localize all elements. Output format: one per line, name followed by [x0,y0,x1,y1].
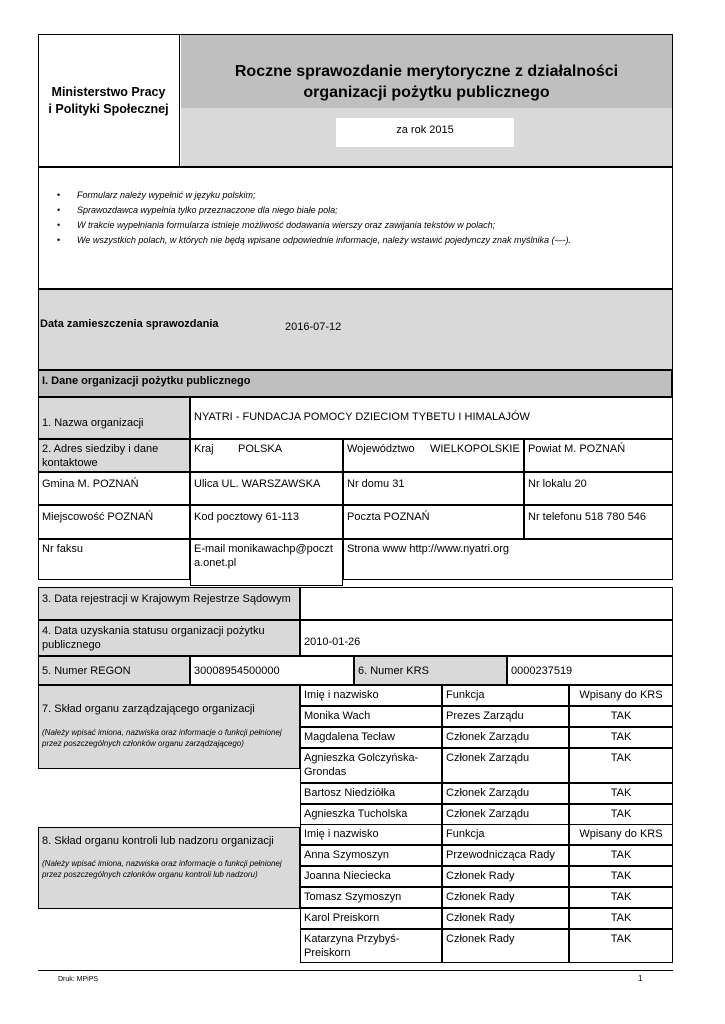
instructions-list [39,188,672,248]
board-row-krs[interactable]: TAK [569,727,673,748]
publication-date-label: Data zamieszczenia sprawozdania [40,318,219,330]
board-row-name[interactable]: Agnieszka Tucholska [300,804,442,825]
board-row-krs[interactable]: TAK [569,706,673,727]
ministry-line1: Ministerstwo Pracy [51,84,166,99]
municipality-field[interactable]: Gmina M. POZNAŃ [38,472,190,505]
supervision-label: 8. Skład organu kontroli lub nadzoru organizacji [42,835,274,847]
voivodeship-field[interactable]: Województwo WIELKOPOLSKIE [343,439,524,472]
board-label-box [38,685,300,769]
supervision-row-name[interactable]: Katarzyna Przybyś-Preiskorn [300,929,442,963]
supervision-label-box [38,827,300,909]
board-note: (Należy wpisać imiona, nazwiska oraz informacje o funkcji pełnionej przez poszczególnych członków organu zarządzającego) [42,728,282,748]
org-name-label: 1. Nazwa organizacji [38,397,190,439]
supervision-row-name[interactable]: Anna Szymoszyn [300,845,442,866]
supervision-row-krs[interactable]: TAK [569,845,673,866]
board-header-krs: Wpisany do KRS [569,685,673,706]
opp-status-value[interactable]: 2010-01-26 [300,620,673,656]
supervision-row-krs[interactable]: TAK [569,887,673,908]
board-row-krs[interactable]: TAK [569,783,673,804]
supervision-row-name[interactable]: Karol Preiskorn [300,908,442,929]
footer-print-label: Druk: MPiPS [58,976,99,983]
board-row-function[interactable]: Prezes Zarządu [442,706,569,727]
supervision-header-function: Funkcja [442,824,569,845]
board-row-name[interactable]: Magdalena Tecław [300,727,442,748]
regon-label: 5. Numer REGON [38,656,190,685]
post-office-field[interactable]: Poczta POZNAŃ [343,505,524,539]
postal-code-field[interactable]: Kod pocztowy 61-113 [190,505,343,539]
phone-field[interactable]: Nr telefonu 518 780 546 [524,505,673,539]
supervision-row-function[interactable]: Członek Rady [442,908,569,929]
board-row-krs[interactable]: TAK [569,804,673,825]
board-row-function[interactable]: Członek Zarządu [442,727,569,748]
apartment-number-field[interactable]: Nr lokalu 20 [524,472,673,505]
regon-value[interactable]: 30008954500000 [190,656,354,685]
email-field[interactable]: E-mail monikawachp@poczta.onet.pl [190,539,343,586]
supervision-header-name: Imię i nazwisko [300,824,442,845]
form-title-line1: Roczne sprawozdanie merytoryczne z działalności [234,63,619,80]
county-field[interactable]: Powiat M. POZNAŃ [524,439,673,472]
board-row-function[interactable]: Członek Zarządu [442,783,569,804]
krs-number-value[interactable]: 0000237519 [507,656,673,685]
board-row-name[interactable]: Monika Wach [300,706,442,727]
instruction-item: • Sprawozdawca wypełnia tylko przeznaczone dla niego białe pola; [39,203,672,218]
city-field[interactable]: Miejscowość POZNAŃ [38,505,190,539]
section1-title: I. Dane organizacji pożytku publicznego [38,370,673,397]
instructions-box [38,167,673,289]
title-band [181,35,672,108]
supervision-row-krs[interactable]: TAK [569,908,673,929]
page-number: 1 [638,974,643,983]
instruction-item: • Formularz należy wypełnić w języku polskim; [39,188,672,203]
ministry-box [38,34,180,167]
supervision-header-krs: Wpisany do KRS [569,824,673,845]
board-row-function[interactable]: Członek Zarządu [442,804,569,825]
krs-number-label: 6. Numer KRS [354,656,507,685]
address-label: 2. Adres siedziby i dane kontaktowe [38,439,190,472]
ministry-line2: i Polityki Społecznej [48,101,169,116]
footer-rule [38,970,673,971]
supervision-row-krs[interactable]: TAK [569,929,673,963]
board-row-name[interactable]: Agnieszka Golczyńska-Grondas [300,748,442,783]
report-year-field[interactable]: za rok 2015 [336,118,514,147]
form-title-line2: organizacji pożytku publicznego [303,84,550,101]
country-field[interactable]: Kraj POLSKA [190,439,343,472]
supervision-row-name[interactable]: Joanna Nieciecka [300,866,442,887]
org-name-value[interactable]: NYATRI - FUNDACJA POMOCY DZIECIOM TYBETU I HIMALAJÓW [190,397,673,439]
instruction-item: • We wszystkich polach, w których nie będą wpisane odpowiednie informacje, należy wstawić pojedynczy znak myślnika (-–-). [39,233,672,248]
board-row-function[interactable]: Członek Zarządu [442,748,569,783]
krs-registration-value[interactable] [300,587,673,620]
board-row-krs[interactable]: TAK [569,748,673,783]
supervision-row-name[interactable]: Tomasz Szymoszyn [300,887,442,908]
house-number-field[interactable]: Nr domu 31 [343,472,524,505]
board-header-function: Funkcja [442,685,569,706]
street-field[interactable]: Ulica UL. WARSZAWSKA [190,472,343,505]
website-field[interactable]: Strona www http://www.nyatri.org [343,539,673,580]
supervision-row-function[interactable]: Członek Rady [442,887,569,908]
supervision-row-krs[interactable]: TAK [569,866,673,887]
supervision-row-function[interactable]: Przewodnicząca Rady [442,845,569,866]
fax-field[interactable]: Nr faksu [38,539,190,580]
opp-status-label: 4. Data uzyskania statusu organizacji pożytku publicznego [38,620,300,656]
board-label: 7. Skład organu zarządzającego organizacji [42,703,255,715]
supervision-row-function[interactable]: Członek Rady [442,866,569,887]
krs-registration-label: 3. Data rejestracji w Krajowym Rejestrze Sądowym [38,587,300,620]
board-header-name: Imię i nazwisko [300,685,442,706]
instruction-item: • W trakcie wypełniania formularza istnieje możliwość dodawania wierszy oraz zawijania tekstów w polach; [39,218,672,233]
supervision-note: (Należy wpisać imiona, nazwiska oraz informacje o funkcji pełnionej przez poszczególnych członków organu kontroli lub nadzoru) [42,859,282,879]
supervision-row-function[interactable]: Członek Rady [442,929,569,963]
publication-date-value[interactable]: 2016-07-12 [285,321,342,333]
board-row-name[interactable]: Bartosz Niedziółka [300,783,442,804]
